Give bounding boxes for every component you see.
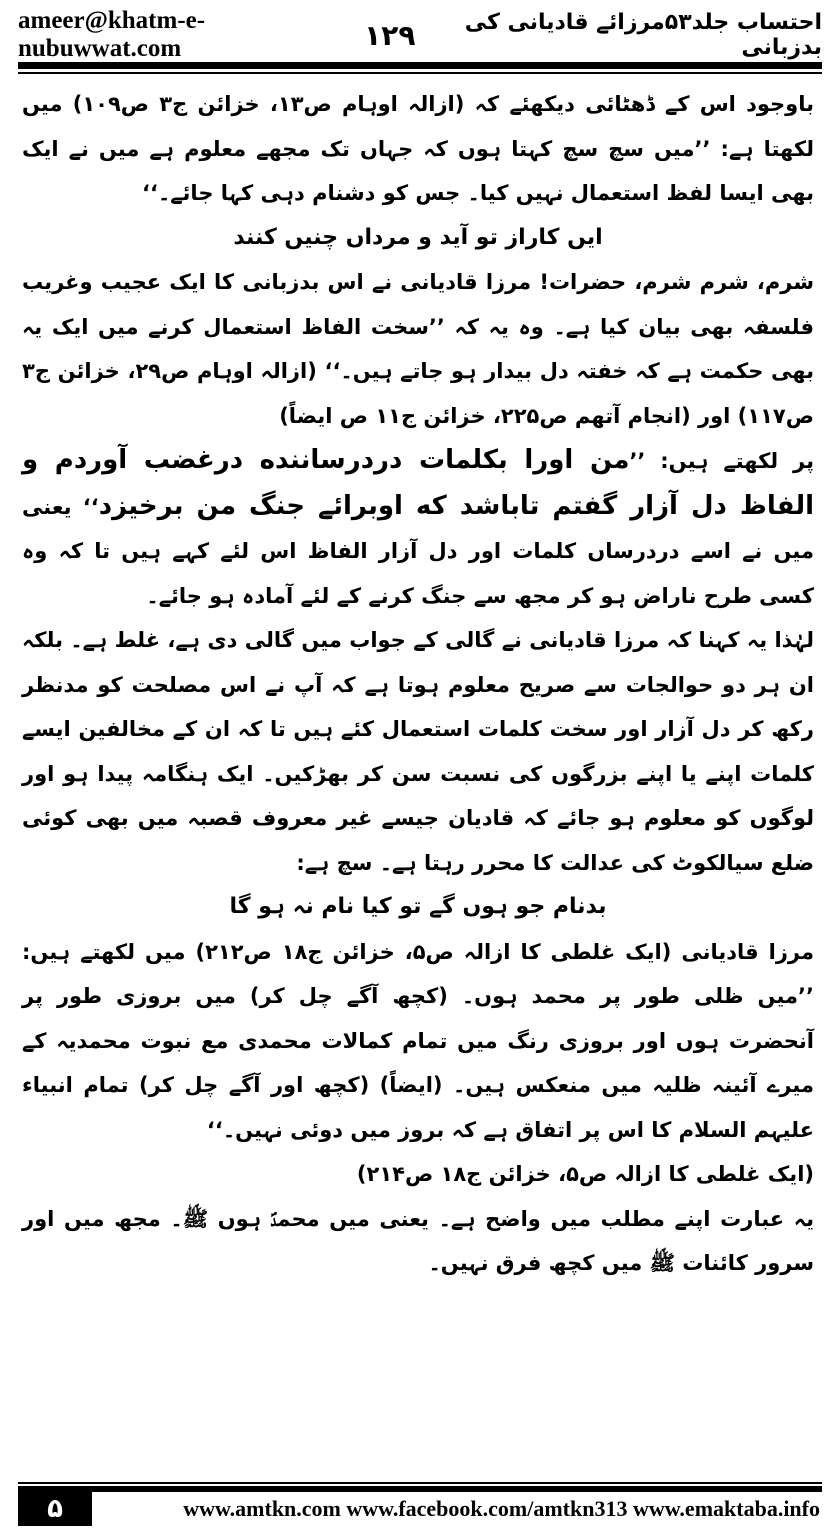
header-email[interactable]: ameer@khatm-e-nubuwwat.com: [18, 7, 206, 62]
paragraph-4: لہٰذا یہ کہنا کہ مرزا قادیانی نے گالی کے جواب میں گالی دی ہے، غلط ہے۔ بلکہ ان ہر دو حوالجات سے صریح معلوم ہوتا ہے کہ آپ نے اس مصلحت کو مدنظر رکھ کر دل آزار اور سخت کلمات استعمال کئے ہیں تا کہ ان کے مخالفین ایسے کلمات اپنے یا اپنے بزرگوں کی نسبت سن کر بھڑکیں۔ ایک ہنگامہ پیدا ہو اور لوگوں کو معلوم ہو جائے کہ قادیان جیسے غیر معروف قصبہ میں بھی کوئی ضلع سیالکوٹ کی عدالت کا محرر رہتا ہے۔ سچ ہے:: [22, 628, 814, 875]
paragraph-2: شرم، شرم شرم، حضرات! مرزا قادیانی نے اس بدزبانی کا ایک عجیب وغریب فلسفہ بھی بیان کیا ہے۔ وہ یہ کہ ’’سخت الفاظ استعمال کرنے میں ایک یہ بھی حکمت ہے کہ خفتہ دل بیدار ہو جاتے ہیں۔‘‘ (ازالہ اوہام ص۲۹، خزائن ج۳ ص۱۱۷) اور (انجام آتھم ص۲۲۵، خزائن ج۱۱ ص ایضاً): [22, 270, 814, 428]
body-text: [22, 82, 814, 1462]
paragraph-3: [22, 438, 814, 618]
footer-rule-thick: [18, 1486, 822, 1492]
verse-2: بدنام جو ہوں گے تو کیا نام نہ ہو گا: [229, 894, 607, 919]
paragraph-6: یہ عبارت اپنے مطلب میں واضح ہے۔ یعنی میں محمدؐ ہوں ﷺ۔ مجھ میں اور سرور کائنات ﷺ میں کچھ فرق نہیں۔: [22, 1206, 814, 1275]
paragraph-1: باوجود اس کے ڈھٹائی دیکھئے کہ (ازالہ اوہام ص۱۳، خزائن ج۳ ص۱۰۹) میں لکھتا ہے: ’’میں سچ سچ کہتا ہوں کہ جہاں تک مجھے معلوم ہے میں نے ایک بھی ایسا لفظ استعمال نہیں کیا۔ جس کو دشنام دہی کہا جائے۔‘‘: [22, 92, 815, 205]
footer-page-number: ۵: [18, 1492, 92, 1526]
paragraph-3-intro: پر لکھتے ہیں: ’’: [629, 449, 814, 473]
footer-rule-thin: [18, 1482, 822, 1484]
paragraph-5: مرزا قادیانی (ایک غلطی کا ازالہ ص۵، خزائن ج۱۸ ص۲۱۲) میں لکھتے ہیں: ’’میں ظلی طور پر محمد ہوں۔ (کچھ آگے چل کر) میں بروزی طور پر آنحضرت ہوں اور بروزی رنگ میں تمام کمالات محمدی مع نبوت محمدیہ کے میرے آئینہ ظلیہ میں منعکس ہیں۔ (ایضاً) (کچھ اور آگے چل کر) تمام انبیاء علیہم السلام کا اس پر اتفاق ہے کہ بروز میں دوئی نہیں۔‘‘: [22, 939, 814, 1142]
header-rule-thin: [18, 72, 822, 74]
footer-websites[interactable]: www.amtkn.com www.facebook.com/amtkn313 www.emaktaba.info: [183, 1496, 820, 1521]
header-page-number: ۱۲۹: [364, 18, 416, 52]
reference: (ایک غلطی کا ازالہ ص۵، خزائن ج۱۸ ص۲۱۴): [356, 1162, 814, 1186]
verse-1: ایں کاراز تو آید و مرداں چنیں کنند: [233, 224, 603, 250]
header-rule-thick: [18, 62, 822, 69]
header-left: [18, 7, 415, 63]
persian-quote: من اورا بکلمات دردرساننده درغضب آوردم و الفاظ دل آزار گفتم تاباشد که اوبرائے جنگ من برخیزد: [22, 445, 814, 521]
page-header: [18, 7, 822, 62]
page-footer: [18, 1482, 822, 1526]
header-title: احتساب جلد۵۳مرزائے قادیانی کی بدزبانی: [464, 10, 822, 60]
paragraph-3-translation: ‘‘ یعنی میں نے اسے دردرساں کلمات اور دل آزار الفاظ اس لئے کہے ہیں تا کہ وہ کسی طرح ناراض ہو کر مجھ سے جنگ کرنے کے لئے آمادہ ہو جائے۔: [22, 494, 814, 608]
